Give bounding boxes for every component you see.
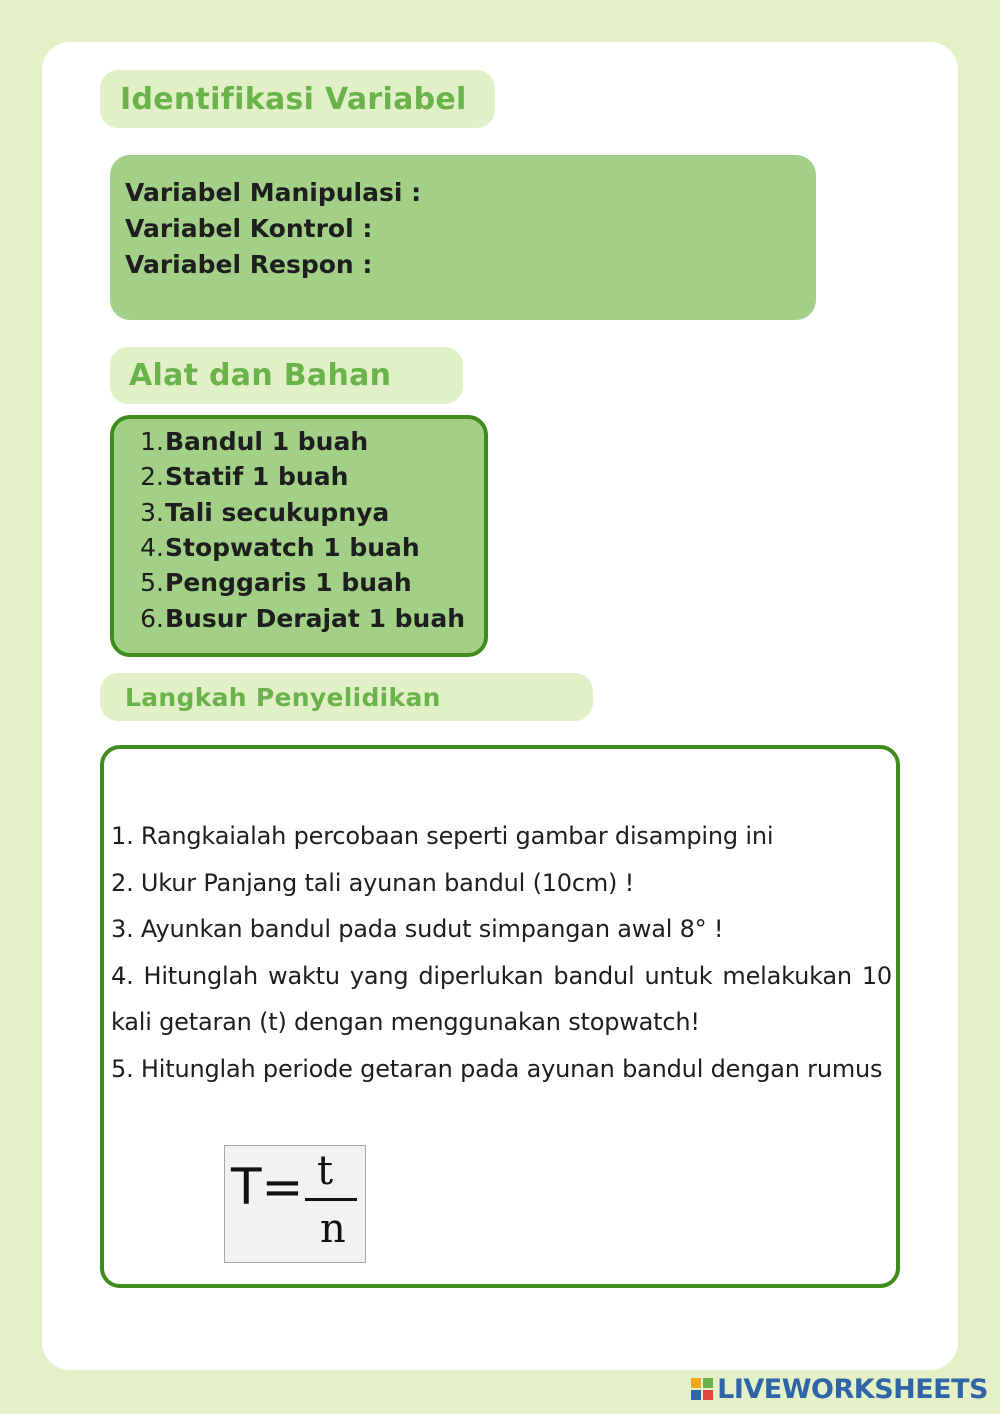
list-text: Stopwatch 1 buah [165, 533, 420, 563]
variabel-respon-label: Variabel Respon : [125, 250, 373, 279]
section-header-langkah [100, 673, 593, 721]
brand-name: LIVEWORKSHEETS [717, 1373, 988, 1405]
list-number: 6. [140, 603, 164, 633]
liveworksheets-logo-icon [691, 1378, 713, 1400]
list-item [114, 565, 484, 600]
variables-box [110, 155, 816, 320]
list-text: Penggaris 1 buah [165, 568, 412, 598]
tools-list [114, 419, 484, 636]
section-header-alat [110, 347, 463, 404]
list-item [114, 600, 484, 635]
list-text: Busur Derajat 1 buah [165, 603, 466, 633]
variabel-manipulasi-label: Variabel Manipulasi : [125, 178, 422, 207]
tools-box [110, 415, 488, 657]
period-formula [224, 1145, 366, 1263]
list-text: Statif 1 buah [165, 462, 349, 492]
formula-numerator: t [317, 1148, 334, 1194]
list-number: 2. [140, 462, 164, 492]
formula-denominator: n [320, 1206, 346, 1252]
step-item: 5. Hitunglah periode getaran pada ayunan bandul dengan rumus [111, 1054, 883, 1083]
list-item [114, 459, 484, 494]
steps-list [111, 813, 892, 1093]
step-item: 4. Hitunglah waktu yang diperlukan bandul untuk melakukan 10 kali getaran (t) dengan menggunakan stopwatch! [111, 961, 892, 1037]
langkah-title: Langkah Penyelidikan [125, 682, 441, 712]
list-item [114, 530, 484, 565]
list-number: 3. [140, 497, 164, 527]
liveworksheets-brand [691, 1372, 988, 1406]
step-item: 3. Ayunkan bandul pada sudut simpangan awal 8° ! [111, 915, 724, 944]
steps-box [100, 745, 900, 1288]
list-text: Tali secukupnya [165, 497, 390, 527]
fraction-bar [305, 1198, 357, 1201]
variabel-kontrol-label: Variabel Kontrol : [125, 214, 373, 243]
list-item [114, 495, 484, 530]
alat-title: Alat dan Bahan [129, 358, 392, 393]
formula-lhs: T= [231, 1158, 304, 1216]
step-item: 1. Rangkaialah percobaan seperti gambar disamping ini [111, 822, 774, 850]
step-item: 2. Ukur Panjang tali ayunan bandul (10cm) ! [111, 868, 635, 897]
list-item [114, 424, 484, 459]
list-text: Bandul 1 buah [165, 427, 369, 457]
list-number: 4. [140, 533, 164, 563]
list-number: 1. [140, 427, 164, 457]
list-number: 5. [140, 568, 164, 598]
identifikasi-title: Identifikasi Variabel [120, 81, 467, 117]
section-header-identifikasi [100, 70, 495, 128]
